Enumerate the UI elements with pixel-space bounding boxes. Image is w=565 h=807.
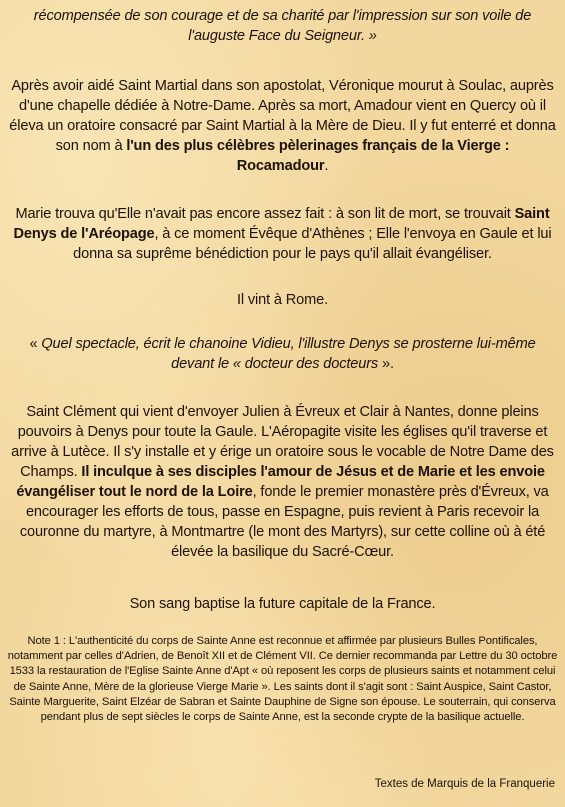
author-credit: Textes de Marquis de la Franquerie — [374, 778, 555, 790]
paragraph-amadour: Après avoir aidé Saint Martial dans son apostolat, Véronique mourut à Soulac, auprès d'une chapelle dédiée à Notre-Dame. Après sa mort, Amadour vient en Quercy où il éleva un oratoire consacré par Saint Martial à la Mère de Dieu. Il y fut enterré et donna son nom à l'un des plus célèbres pèlerinages français de la Vierge : Rocamadour. — [9, 78, 556, 174]
paragraph-saint-clement: Saint Clément qui vient d'envoyer Julien à Évreux et Clair à Nantes, donne pleins pouvoirs à Denys pour toute la Gaule. L'Aéropagite visite les églises qu'il traverse et arrive à Lutèce. Il s'y installe et y érige un oratoire sous le vocable de Notre Dame des Champs. Il inculque à ses disciples l'amour de Jésus et de Marie et les envoie évangéliser tout le nord de la Loire, fonde le premier monastère près d'Évreux, va encourager les efforts de tous, passe en Espagne, puis revient à Paris recevoir la couronne du martyre, à Montmartre (le mont des Martyrs), sur cette colline où à été élevée la basilique du Sacré-Cœur. — [11, 404, 554, 560]
paragraph-veronica-quote-end: récompensée de son courage et de sa charité par l'impression sur son voile de l'auguste Face du Seigneur. » — [33, 8, 532, 44]
paragraph-vidieu-quote: « Quel spectacle, écrit le chanoine Vidieu, l'illustre Denys se prosterne lui-même devant le « docteur des docteurs ». — [29, 336, 536, 372]
paragraph-capitale: Son sang baptise la future capitale de la France. — [129, 596, 436, 612]
footnote: Note 1 : L'authenticité du corps de Sainte Anne est reconnue et affirmée par plusieurs Bulles Pontificales, notamment par celles d'Adrien, de Benoît XII et de Clément VII. Ce dernier recommanda par Lettre du 30 octobre 1533 la restauration de l'Eglise Sainte Anne d'Apt « où reposent les corps de plusieurs saints et notamment celui de Sainte Anne, Mère de la glorieuse Vierge Marie ». Les saints dont il s'agit sont : Saint Auspice, Saint Castor, Sainte Marguerite, Saint Elzéar de Sabran et Sainte Dauphine de Signe son épouse. Le souterrain, qui conserva pendant plus de sept siècles le corps de Sainte Anne, est la seconde crypte de la basilique actuelle. — [7, 635, 558, 724]
paragraph-marie-denys: Marie trouva qu'Elle n'avait pas encore assez fait : à son lit de mort, se trouvait Saint Denys de l'Aréopage, à ce moment Évêque d'Athènes ; Elle l'envoya en Gaule et lui donna sa suprême bénédiction pour le pays qu'il allait évangéliser. — [13, 206, 552, 262]
paragraph-rome: Il vint à Rome. — [236, 292, 329, 308]
